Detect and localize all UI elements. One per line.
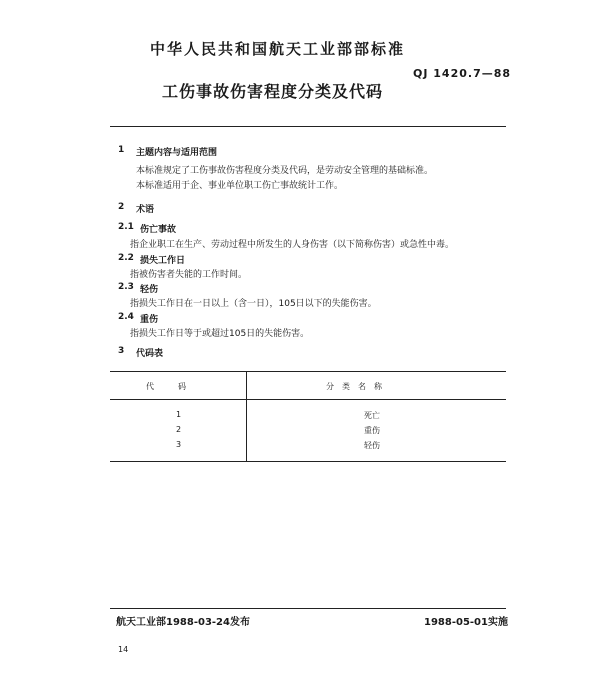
term-2-4-definition: 指损失工作日等于或超过105日的失能伤害。 (130, 329, 310, 339)
section-2-heading: 术语 (136, 205, 155, 215)
section-3-number: 3 (118, 346, 125, 356)
term-2-2-number: 2.2 (118, 253, 134, 263)
page-number: 14 (118, 645, 129, 654)
term-2-1-number: 2.1 (118, 222, 134, 232)
term-2-4-title: 重伤 (140, 315, 159, 325)
term-2-1-title: 伤亡事故 (140, 225, 177, 235)
term-2-3-title: 轻伤 (140, 285, 159, 295)
row-code: 2 (176, 425, 182, 434)
table-header-code: 代 码 (146, 382, 186, 391)
section-1-heading: 主题内容与适用范围 (136, 148, 218, 158)
table-header-rule (110, 399, 506, 400)
footer-rule (110, 608, 506, 609)
document-title: 工伤事故伤害程度分类及代码 (162, 82, 384, 101)
row-code: 1 (176, 410, 182, 419)
table-column-divider (246, 371, 247, 461)
term-2-2-title: 损失工作日 (140, 256, 186, 266)
term-2-1-definition: 指企业职工在生产、劳动过程中所发生的人身伤害（以下简称伤害）或急性中毒。 (130, 240, 455, 250)
effective-date: 1988-05-01实施 (424, 617, 508, 628)
section-1-number: 1 (118, 145, 125, 155)
table-header-category: 分 类 名 称 (326, 382, 382, 391)
ministry-heading: 中华人民共和国航天工业部部标准 (150, 40, 406, 58)
term-2-4-number: 2.4 (118, 312, 134, 322)
row-code: 3 (176, 440, 182, 449)
section-1-paragraph-2: 本标准适用于企、事业单位职工伤亡事故统计工作。 (136, 181, 344, 191)
term-2-3-definition: 指损失工作日在一日以上（含一日），105日以下的失能伤害。 (130, 299, 377, 309)
term-2-3-number: 2.3 (118, 282, 134, 292)
section-1-paragraph-1: 本标准规定了工伤事故伤害程度分类及代码，是劳动安全管理的基础标准。 (136, 166, 434, 176)
row-category: 轻伤 (364, 441, 380, 450)
table-bottom-rule (110, 461, 506, 462)
section-2-number: 2 (118, 202, 125, 212)
section-3-heading: 代码表 (136, 349, 164, 359)
row-category: 重伤 (364, 426, 380, 435)
header-rule (110, 126, 506, 127)
term-2-2-definition: 指被伤害者失能的工作时间。 (130, 270, 248, 280)
issue-date: 航天工业部1988-03-24发布 (116, 617, 250, 628)
table-top-rule (110, 371, 506, 372)
row-category: 死亡 (364, 411, 380, 420)
standard-number: QJ 1420.7—88 (413, 67, 512, 80)
